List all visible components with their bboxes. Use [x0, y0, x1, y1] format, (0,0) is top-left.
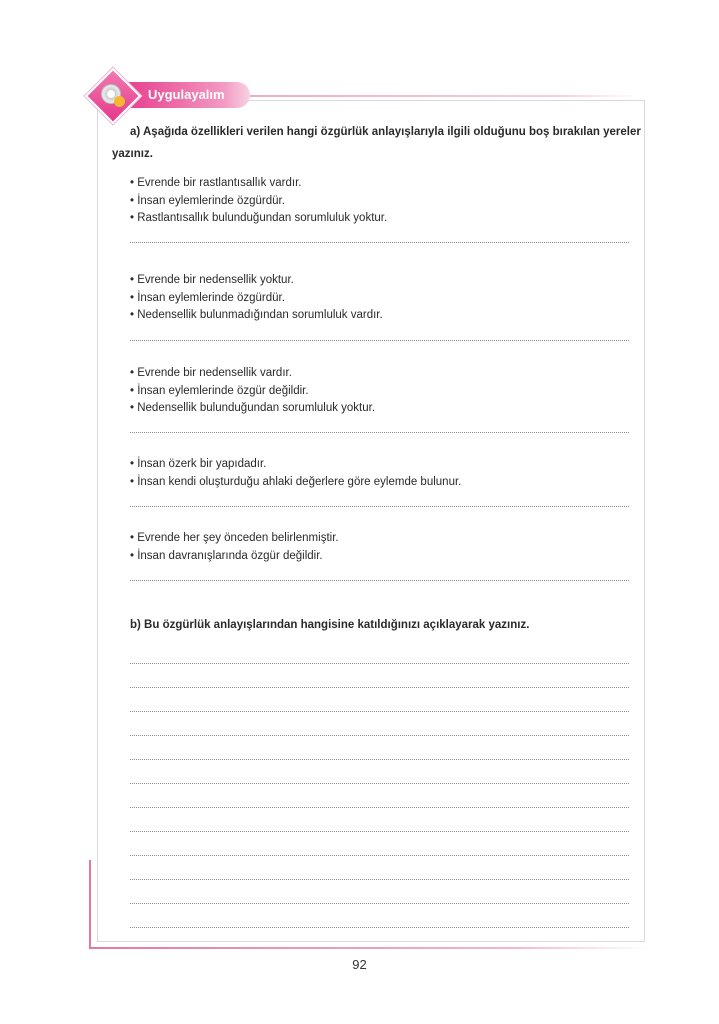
- answer-line[interactable]: [130, 927, 629, 928]
- answer-line[interactable]: [130, 663, 629, 664]
- bullet-item: • Evrende bir nedensellik yoktur.: [130, 274, 294, 286]
- answer-line[interactable]: [130, 580, 629, 581]
- page-number: 92: [352, 957, 367, 972]
- bullet-item: • Evrende bir nedensellik vardır.: [130, 367, 292, 379]
- bullet-item: • İnsan davranışlarında özgür değildir.: [130, 549, 323, 562]
- exercise-box: [97, 100, 645, 942]
- bullet-item: • İnsan eylemlerinde özgür değildir.: [130, 384, 309, 397]
- answer-line[interactable]: [130, 735, 629, 736]
- part-a-prompt: a) Aşağıda özellikleri verilen hangi özgürlük anlayışlarıyla ilgili olduğunu boş bırakılan yereler: [130, 126, 641, 138]
- bullet-item: • Rastlantısallık bulunduğundan sorumluluk yoktur.: [130, 212, 388, 224]
- header-rule: [240, 95, 640, 97]
- answer-line[interactable]: [130, 711, 629, 712]
- section-title: Uygulayalım: [148, 87, 225, 102]
- answer-line[interactable]: [130, 687, 629, 688]
- answer-line[interactable]: [130, 783, 629, 784]
- part-b-prompt: b) Bu özgürlük anlayışlarından hangisine katıldığınızı açıklayarak yazınız.: [130, 619, 530, 631]
- decorative-bracket-bottom: [89, 947, 649, 949]
- answer-line[interactable]: [130, 831, 629, 832]
- answer-line[interactable]: [130, 903, 629, 904]
- bullet-item: • Evrende her şey önceden belirlenmiştir.: [130, 532, 339, 544]
- coin-icon: [114, 96, 125, 107]
- part-a-prompt-cont: yazınız.: [112, 148, 153, 160]
- bullet-item: • Nedensellik bulunmadığından sorumluluk vardır.: [130, 309, 383, 321]
- answer-line[interactable]: [130, 855, 629, 856]
- bullet-item: • İnsan özerk bir yapıdadır.: [130, 458, 267, 470]
- answer-line[interactable]: [130, 242, 629, 243]
- bullet-item: • İnsan eylemlerinde özgürdür.: [130, 291, 285, 304]
- bullet-item: • İnsan eylemlerinde özgürdür.: [130, 194, 285, 207]
- answer-line[interactable]: [130, 807, 629, 808]
- bullet-item: • İnsan kendi oluşturduğu ahlaki değerlere göre eylemde bulunur.: [130, 475, 462, 488]
- decorative-bracket: [89, 860, 91, 949]
- bullet-item: • Nedensellik bulunduğundan sorumluluk yoktur.: [130, 402, 376, 414]
- answer-line[interactable]: [130, 759, 629, 760]
- bullet-item: • Evrende bir rastlantısallık vardır.: [130, 177, 302, 189]
- answer-line[interactable]: [130, 340, 629, 341]
- answer-line[interactable]: [130, 432, 629, 433]
- answer-line[interactable]: [130, 879, 629, 880]
- answer-line[interactable]: [130, 506, 629, 507]
